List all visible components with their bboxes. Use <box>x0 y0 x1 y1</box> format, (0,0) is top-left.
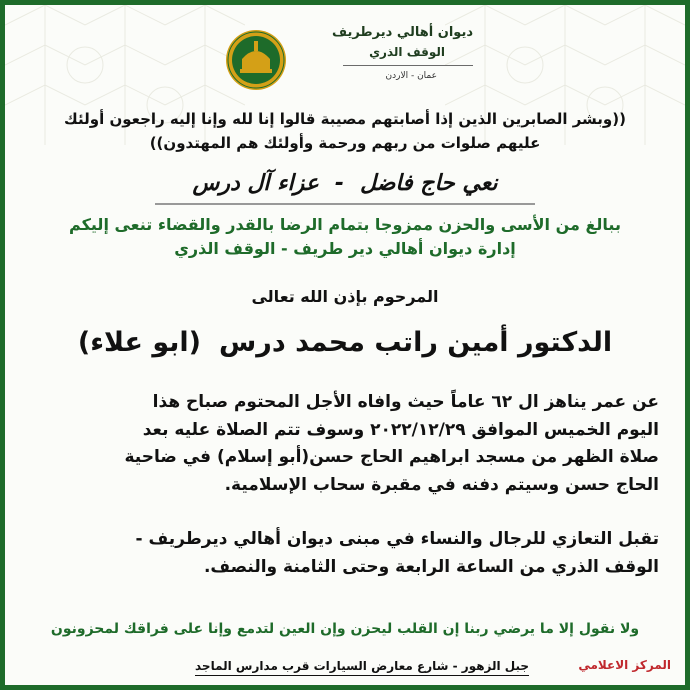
mourning-line-2: إدارة ديوان أهالي دير طريف - الوقف الذري <box>174 239 516 258</box>
mourning-line-1: ببالغ من الأسى والحزن ممزوجا بتمام الرضا بالقدر والقضاء تنعى إليكم <box>69 215 621 234</box>
mourning-statement <box>5 213 685 261</box>
condolences-notice <box>31 525 659 581</box>
title-divider <box>155 203 535 205</box>
details-line-1: عن عمر يناهز ال ٦٢ عاماً حيث وافاه الأجل المحتوم صباح هذا <box>152 392 659 412</box>
details-line-4: الحاج حسن وسيتم دفنه في مقبرة سحاب الإسلامية. <box>224 474 659 495</box>
deceased-kunya: (ابو علاء) <box>77 327 202 358</box>
org-subtitle: الوقف الذري <box>369 45 445 59</box>
org-location: عمان - الاردن <box>385 71 437 81</box>
condolences-line-1: تقبل التعازي للرجال والنساء في مبنى ديوان أهالي ديرطريف - <box>135 529 659 549</box>
deceased-name <box>5 327 685 358</box>
obituary-title <box>5 171 685 196</box>
org-name: ديوان أهالي ديرطريف <box>331 25 473 40</box>
details-line-2: اليوم الخميس الموافق ٢٠٢٢/١٢/٢٩ وسوف تتم الصلاة عليه بعد <box>142 419 659 440</box>
condolences-line-2: الوقف الذري من الساعة الرابعة وحتى الثامنة والنصف. <box>203 557 659 577</box>
footer-media-center: المركز الاعلامي <box>578 658 671 672</box>
title-left: عزاء آل درس <box>192 171 319 196</box>
death-details <box>31 389 659 499</box>
header-divider <box>343 65 473 66</box>
deceased-full-name: الدكتور أمين راتب محمد درس <box>219 327 613 358</box>
header <box>215 15 485 93</box>
details-line-3: صلاة الظهر من مسجد ابراهيم الحاج حسن(أبو إسلام) في ضاحية <box>124 447 659 467</box>
verse-line-1: ((وبشر الصابرين الذين إذا أصابتهم مصيبة قالوا إنا لله وإنا إليه راجعون أولئك <box>64 110 626 128</box>
org-logo <box>225 29 287 91</box>
title-dash: - <box>334 171 345 196</box>
closing-saying: ولا نقول إلا ما يرضي ربنا إن القلب ليحزن وإن العين لتدمع وإنا على فراقك لمحزونون <box>50 621 640 637</box>
title-right: نعي حاج فاضل <box>360 171 498 196</box>
quran-verse <box>5 107 685 155</box>
deceased-label: المرحوم بإذن الله تعالى <box>251 287 439 306</box>
footer-address: جبل الزهور - شارع معارض السيارات قرب مدارس الماجد <box>195 659 529 676</box>
verse-line-2: عليهم صلوات من ربهم ورحمة وأولئك هم المهتدون)) <box>149 134 541 152</box>
